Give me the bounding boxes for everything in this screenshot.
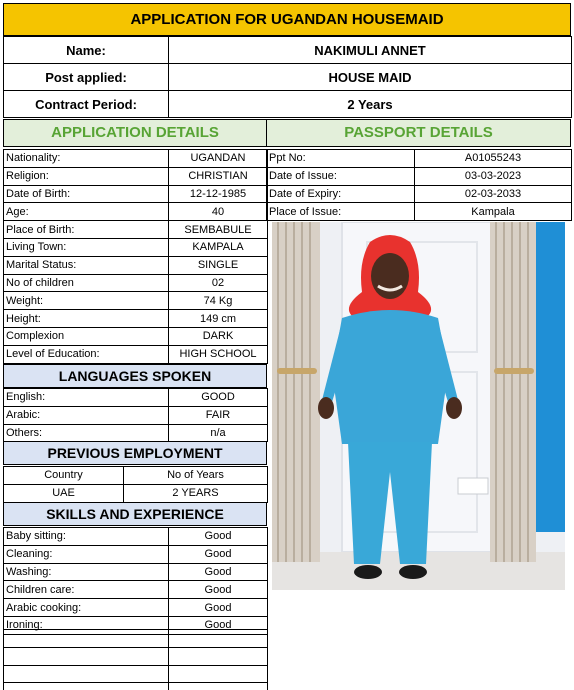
skills-heading: SKILLS AND EXPERIENCE (3, 502, 267, 526)
table-row (4, 150, 268, 168)
blank-row (4, 683, 268, 690)
blank-cell (169, 665, 268, 683)
detail-value: SINGLE (169, 256, 268, 274)
blank-cell (4, 647, 169, 665)
previous-employment-heading: PREVIOUS EMPLOYMENT (3, 441, 267, 465)
application-details-table (3, 149, 268, 364)
skill-label: Children care: (4, 581, 169, 599)
table-row (4, 424, 268, 442)
table-row (4, 167, 268, 185)
blank-cell (169, 630, 268, 648)
detail-value: UGANDAN (169, 150, 268, 168)
applicant-photo (272, 222, 565, 590)
skill-value: Good (169, 528, 268, 546)
detail-label: No of children (4, 274, 169, 292)
table-row (267, 167, 572, 185)
passport-label: Date of Expiry: (267, 185, 415, 203)
table-row (4, 406, 268, 424)
contract-value: 2 Years (169, 91, 572, 118)
skill-value: Good (169, 563, 268, 581)
detail-value: CHRISTIAN (169, 167, 268, 185)
blank-cell (169, 647, 268, 665)
column-header-country: Country (4, 467, 124, 485)
table-row (267, 185, 572, 203)
skill-value: Good (169, 581, 268, 599)
skill-value: Good (169, 599, 268, 617)
table-row (267, 203, 572, 221)
detail-label: Level of Education: (4, 345, 169, 363)
employment-table (3, 466, 268, 503)
skill-label: Cleaning: (4, 545, 169, 563)
blank-row (4, 647, 268, 665)
skill-label: Arabic cooking: (4, 599, 169, 617)
detail-label: Age: (4, 203, 169, 221)
table-row (4, 389, 268, 407)
detail-value: 12-12-1985 (169, 185, 268, 203)
blank-cell (169, 683, 268, 690)
passport-label: Ppt No: (267, 150, 415, 168)
skill-label: Baby sitting: (4, 528, 169, 546)
language-label: Arabic: (4, 406, 169, 424)
table-row (4, 310, 268, 328)
blank-cell (4, 630, 169, 648)
language-value: FAIR (169, 406, 268, 424)
table-row (4, 238, 268, 256)
detail-value: 40 (169, 203, 268, 221)
contract-label: Contract Period: (4, 91, 169, 118)
skills-table (3, 527, 268, 635)
table-header-row (4, 467, 268, 485)
detail-label: Place of Birth: (4, 221, 169, 239)
employment-years: 2 YEARS (124, 484, 268, 502)
header-row-name (4, 37, 572, 64)
language-value: GOOD (169, 389, 268, 407)
passport-value: A01055243 (415, 150, 572, 168)
detail-value: DARK (169, 327, 268, 345)
table-row (4, 528, 268, 546)
detail-value: 02 (169, 274, 268, 292)
application-details-heading: APPLICATION DETAILS (3, 119, 267, 147)
detail-label: Religion: (4, 167, 169, 185)
detail-value: SEMBABULE (169, 221, 268, 239)
languages-heading: LANGUAGES SPOKEN (3, 364, 267, 388)
table-row (4, 221, 268, 239)
blank-cell (4, 665, 169, 683)
right-curtain (490, 222, 536, 562)
header-row-contract (4, 91, 572, 118)
languages-table (3, 388, 268, 442)
passport-details-table (266, 149, 572, 221)
language-label: English: (4, 389, 169, 407)
column-header-years: No of Years (124, 467, 268, 485)
detail-label: Weight: (4, 292, 169, 310)
blank-row (4, 665, 268, 683)
skill-label: Washing: (4, 563, 169, 581)
blank-row (4, 630, 268, 648)
table-row (4, 203, 268, 221)
table-row (4, 545, 268, 563)
table-row (4, 345, 268, 363)
name-value: NAKIMULI ANNET (169, 37, 572, 64)
detail-label: Marital Status: (4, 256, 169, 274)
detail-value: KAMPALA (169, 238, 268, 256)
blank-rows-table (3, 629, 268, 690)
skill-label: Ironing: (4, 616, 169, 634)
passport-value: 03-03-2023 (415, 167, 572, 185)
table-row (4, 581, 268, 599)
passport-label: Place of Issue: (267, 203, 415, 221)
table-row (267, 150, 572, 168)
table-row (4, 599, 268, 617)
document-title: APPLICATION FOR UGANDAN HOUSEMAID (3, 3, 571, 36)
applicant-header-table (3, 36, 572, 118)
passport-value: Kampala (415, 203, 572, 221)
table-row (4, 256, 268, 274)
detail-label: Height: (4, 310, 169, 328)
detail-value: 149 cm (169, 310, 268, 328)
language-label: Others: (4, 424, 169, 442)
detail-label: Complexion (4, 327, 169, 345)
language-value: n/a (169, 424, 268, 442)
skill-value: Good (169, 616, 268, 634)
post-label: Post applied: (4, 64, 169, 91)
table-row (4, 484, 268, 502)
blank-cell (4, 683, 169, 690)
detail-label: Date of Birth: (4, 185, 169, 203)
table-row (4, 563, 268, 581)
detail-value: HIGH SCHOOL (169, 345, 268, 363)
passport-value: 02-03-2033 (415, 185, 572, 203)
table-row (4, 185, 268, 203)
left-curtain (272, 222, 320, 562)
detail-label: Nationality: (4, 150, 169, 168)
passport-label: Date of Issue: (267, 167, 415, 185)
name-label: Name: (4, 37, 169, 64)
table-row (4, 274, 268, 292)
employment-country: UAE (4, 484, 124, 502)
table-row (4, 327, 268, 345)
detail-label: Living Town: (4, 238, 169, 256)
post-value: HOUSE MAID (169, 64, 572, 91)
table-row (4, 292, 268, 310)
detail-value: 74 Kg (169, 292, 268, 310)
passport-details-heading: PASSPORT DETAILS (266, 119, 571, 147)
skill-value: Good (169, 545, 268, 563)
header-row-post (4, 64, 572, 91)
